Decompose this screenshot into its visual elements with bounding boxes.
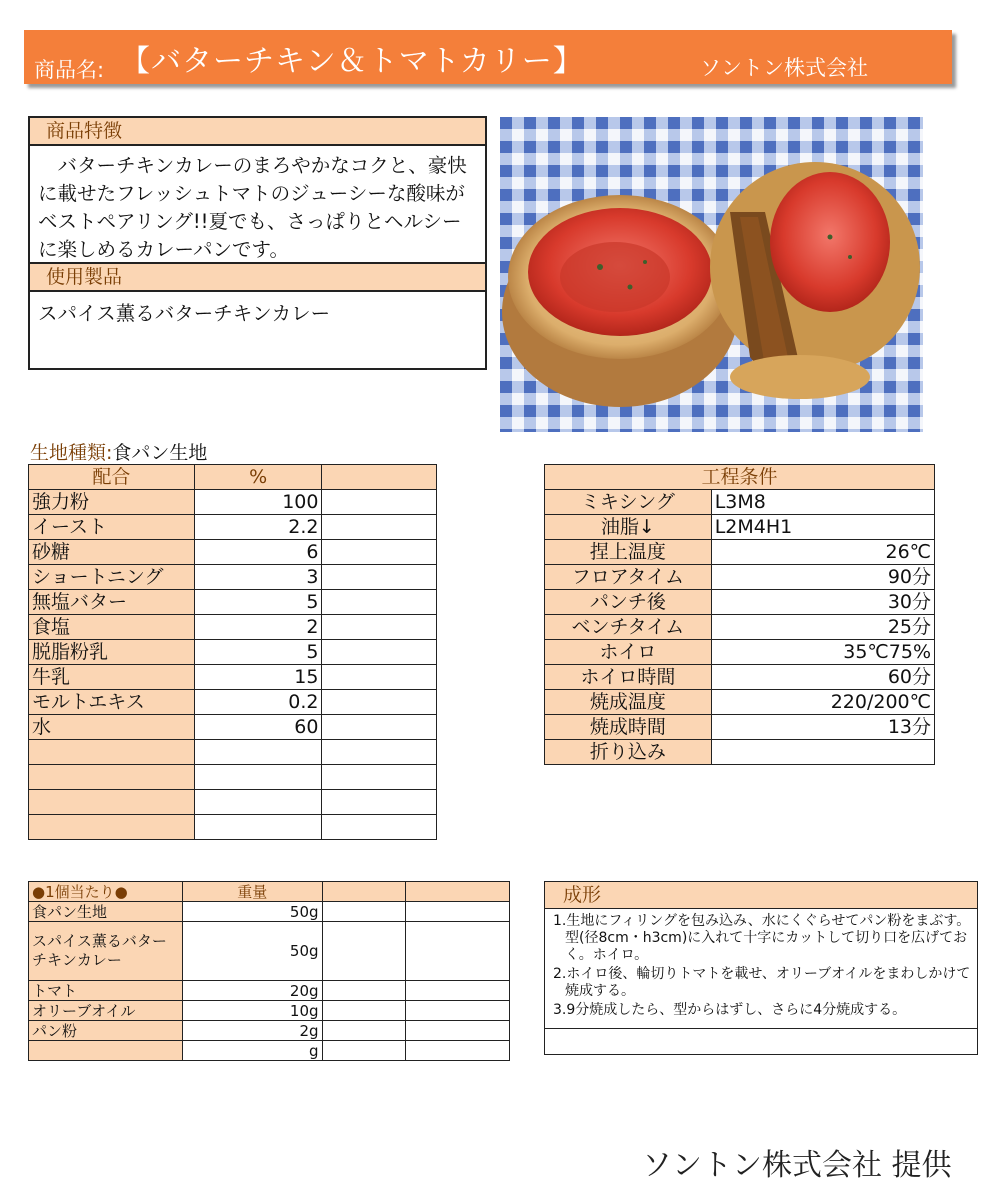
ingredient-percent: 2 xyxy=(194,615,322,640)
table-row xyxy=(29,640,437,665)
table-cell xyxy=(322,490,437,515)
table-cell xyxy=(322,590,437,615)
table-cell xyxy=(322,1021,406,1041)
recipe-header-ingredient: 配合 xyxy=(29,465,195,490)
item-weight: 50g xyxy=(182,922,322,981)
process-name: ミキシング xyxy=(545,490,712,515)
per-piece-table xyxy=(28,881,510,1061)
process-name: 油脂↓ xyxy=(545,515,712,540)
table-row xyxy=(29,765,437,790)
process-name: 焼成温度 xyxy=(545,690,712,715)
table-row xyxy=(545,740,935,765)
item-name xyxy=(29,1041,183,1061)
ingredient-percent: 15 xyxy=(194,665,322,690)
process-value: 25分 xyxy=(711,615,934,640)
process-title: 工程条件 xyxy=(545,465,935,490)
footer-credit: ソントン株式会社 提供 xyxy=(642,1148,952,1183)
ingredient-name: 無塩バター xyxy=(29,590,195,615)
table-cell xyxy=(406,922,510,981)
table-row xyxy=(545,590,935,615)
shaping-step: 3.9分焼成したら、型からはずし、さらに4分焼成する。 xyxy=(553,1002,907,1018)
table-row xyxy=(545,540,935,565)
process-table xyxy=(544,464,935,765)
shaping-title: 成形 xyxy=(545,882,977,909)
ingredient-name: イースト xyxy=(29,515,195,540)
table-row xyxy=(545,640,935,665)
table-cell xyxy=(322,715,437,740)
ingredient-percent: 3 xyxy=(194,565,322,590)
company-name: ソントン株式会社 xyxy=(700,56,868,80)
features-panel xyxy=(28,116,487,370)
process-value xyxy=(711,740,934,765)
product-used-text: スパイス薫るバターチキンカレー xyxy=(38,302,331,325)
table-row xyxy=(29,922,510,981)
shaping-panel xyxy=(544,881,978,1055)
table-cell xyxy=(322,515,437,540)
ingredient-name: 食塩 xyxy=(29,615,195,640)
table-row xyxy=(545,515,935,540)
table-row xyxy=(29,815,437,840)
per-piece-header-blank xyxy=(406,882,510,902)
item-name: トマト xyxy=(29,981,183,1001)
shaping-divider xyxy=(545,1028,977,1029)
ingredient-name: 脱脂粉乳 xyxy=(29,640,195,665)
table-cell xyxy=(322,765,437,790)
table-cell xyxy=(322,815,437,840)
dough-type-label: 生地種類: xyxy=(30,442,113,464)
process-name: パンチ後 xyxy=(545,590,712,615)
table-row xyxy=(29,690,437,715)
ingredient-percent: 2.2 xyxy=(194,515,322,540)
product-used-title: 使用製品 xyxy=(30,262,485,292)
table-cell xyxy=(322,981,406,1001)
item-name: スパイス薫るバターチキンカレー xyxy=(29,922,183,981)
ingredient-name: ショートニング xyxy=(29,565,195,590)
table-row xyxy=(29,715,437,740)
table-row xyxy=(29,515,437,540)
dough-type xyxy=(30,438,207,465)
process-name: ホイロ時間 xyxy=(545,665,712,690)
process-value: 220/200℃ xyxy=(711,690,934,715)
table-cell xyxy=(406,902,510,922)
table-cell xyxy=(322,565,437,590)
table-cell xyxy=(406,981,510,1001)
table-cell xyxy=(406,1021,510,1041)
ingredient-name: 水 xyxy=(29,715,195,740)
item-weight: 50g xyxy=(182,902,322,922)
table-row xyxy=(29,665,437,690)
item-weight: g xyxy=(182,1041,322,1061)
process-value: L3M8 xyxy=(711,490,934,515)
table-cell xyxy=(322,1041,406,1061)
process-value: L2M4H1 xyxy=(711,515,934,540)
table-cell xyxy=(406,1001,510,1021)
table-row xyxy=(29,540,437,565)
features-text: バターチキンカレーのまろやかなコクと、豪快に載せたフレッシュトマトのジューシーな酸味がベストペアリング!!夏でも、さっぱりとヘルシーに楽しめるカレーパンです。 xyxy=(38,154,467,261)
table-cell xyxy=(322,902,406,922)
process-value: 90分 xyxy=(711,565,934,590)
process-name: ベンチタイム xyxy=(545,615,712,640)
table-row xyxy=(29,981,510,1001)
ingredient-name xyxy=(29,815,195,840)
table-row xyxy=(29,615,437,640)
table-row xyxy=(29,790,437,815)
process-value: 60分 xyxy=(711,665,934,690)
features-title: 商品特徴 xyxy=(30,118,485,146)
process-name: 捏上温度 xyxy=(545,540,712,565)
process-header-row xyxy=(545,465,935,490)
process-name: フロアタイム xyxy=(545,565,712,590)
recipe-header-percent: % xyxy=(194,465,322,490)
process-name: 焼成時間 xyxy=(545,715,712,740)
table-row xyxy=(545,665,935,690)
product-name: 【バターチキン＆トマトカリー】 xyxy=(120,44,584,79)
shaping-step: 1.生地にフィリングを包み込み、水にくぐらせてパン粉をまぶす。型(径8cm・h3cm)に入れて十字にカットして切り口を広げておく。ホイロ。 xyxy=(553,913,971,963)
process-value: 26℃ xyxy=(711,540,934,565)
ingredient-percent xyxy=(194,815,322,840)
table-cell xyxy=(322,540,437,565)
table-row xyxy=(29,1001,510,1021)
recipe-table xyxy=(28,464,437,840)
per-piece-header-blank xyxy=(322,882,406,902)
title-banner xyxy=(24,30,952,84)
item-name: パン粉 xyxy=(29,1021,183,1041)
table-row xyxy=(545,715,935,740)
table-row xyxy=(29,1021,510,1041)
item-name: 食パン生地 xyxy=(29,902,183,922)
table-row xyxy=(545,565,935,590)
ingredient-percent xyxy=(194,790,322,815)
table-cell xyxy=(322,615,437,640)
table-cell xyxy=(322,640,437,665)
table-row xyxy=(29,565,437,590)
process-name: 折り込み xyxy=(545,740,712,765)
table-row xyxy=(29,590,437,615)
table-row xyxy=(29,490,437,515)
recipe-header-row xyxy=(29,465,437,490)
ingredient-percent: 0.2 xyxy=(194,690,322,715)
ingredient-name xyxy=(29,740,195,765)
table-row xyxy=(29,740,437,765)
ingredient-percent: 6 xyxy=(194,540,322,565)
table-cell xyxy=(322,790,437,815)
table-cell xyxy=(322,665,437,690)
ingredient-name: 牛乳 xyxy=(29,665,195,690)
table-row xyxy=(29,1041,510,1061)
table-row xyxy=(545,690,935,715)
table-cell xyxy=(322,1001,406,1021)
ingredient-percent xyxy=(194,765,322,790)
item-weight: 2g xyxy=(182,1021,322,1041)
process-name: ホイロ xyxy=(545,640,712,665)
ingredient-name: 砂糖 xyxy=(29,540,195,565)
table-row xyxy=(545,615,935,640)
ingredient-percent: 100 xyxy=(194,490,322,515)
table-cell xyxy=(322,922,406,981)
ingredient-name: モルトエキス xyxy=(29,690,195,715)
table-cell xyxy=(322,740,437,765)
ingredient-name xyxy=(29,790,195,815)
ingredient-percent: 5 xyxy=(194,640,322,665)
process-value: 13分 xyxy=(711,715,934,740)
shaping-step: 2.ホイロ後、輪切りトマトを載せ、オリーブオイルをまわしかけて焼成する。 xyxy=(553,966,971,999)
process-value: 35℃75% xyxy=(711,640,934,665)
ingredient-name xyxy=(29,765,195,790)
table-cell xyxy=(322,690,437,715)
ingredient-percent xyxy=(194,740,322,765)
item-weight: 20g xyxy=(182,981,322,1001)
ingredient-name: 強力粉 xyxy=(29,490,195,515)
table-cell xyxy=(406,1041,510,1061)
item-weight: 10g xyxy=(182,1001,322,1021)
item-name: オリーブオイル xyxy=(29,1001,183,1021)
dough-type-value: 食パン生地 xyxy=(112,442,208,464)
ingredient-percent: 5 xyxy=(194,590,322,615)
table-row xyxy=(545,490,935,515)
shaping-steps xyxy=(545,909,977,1019)
product-name-label: 商品名: xyxy=(34,58,105,82)
per-piece-header-weight: 重量 xyxy=(182,882,322,902)
ingredient-percent: 60 xyxy=(194,715,322,740)
recipe-header-blank xyxy=(322,465,437,490)
per-piece-header-label: ●1個当たり● xyxy=(29,882,183,902)
product-photo xyxy=(500,117,923,432)
table-row xyxy=(29,902,510,922)
process-value: 30分 xyxy=(711,590,934,615)
per-piece-header-row xyxy=(29,882,510,902)
